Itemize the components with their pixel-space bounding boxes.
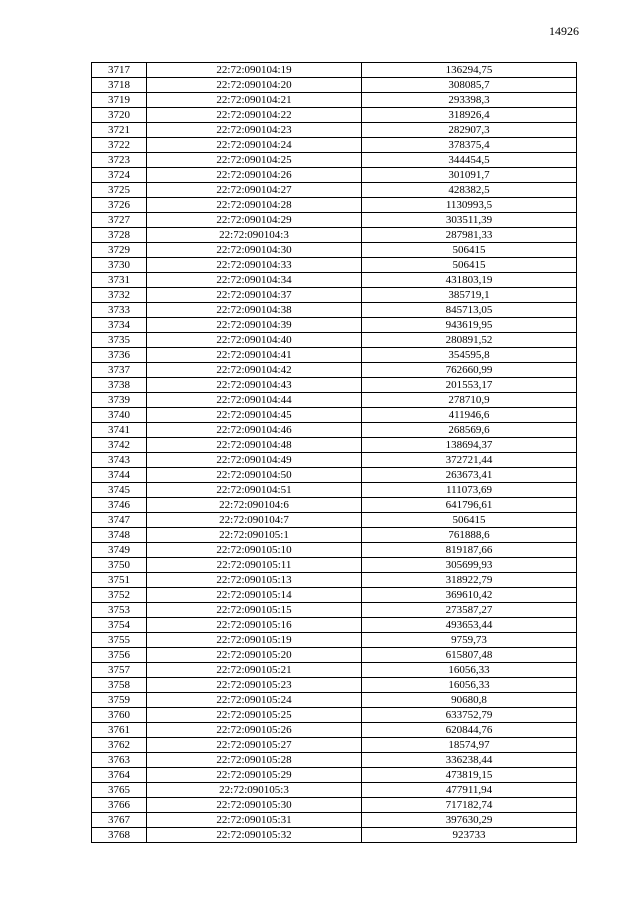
row-number-cell: 3755 xyxy=(92,633,147,648)
table-row xyxy=(92,693,577,708)
table-row xyxy=(92,558,577,573)
value-cell: 16056,33 xyxy=(362,663,577,678)
value-cell: 136294,75 xyxy=(362,63,577,78)
value-cell: 431803,19 xyxy=(362,273,577,288)
table-row xyxy=(92,138,577,153)
row-number-cell: 3724 xyxy=(92,168,147,183)
cadastral-number-cell: 22:72:090105:13 xyxy=(147,573,362,588)
row-number-cell: 3767 xyxy=(92,813,147,828)
value-cell: 477911,94 xyxy=(362,783,577,798)
value-cell: 369610,42 xyxy=(362,588,577,603)
table-row xyxy=(92,573,577,588)
row-number-cell: 3729 xyxy=(92,243,147,258)
row-number-cell: 3740 xyxy=(92,408,147,423)
table-row xyxy=(92,783,577,798)
table-row xyxy=(92,753,577,768)
cadastral-number-cell: 22:72:090105:15 xyxy=(147,603,362,618)
value-cell: 18574,97 xyxy=(362,738,577,753)
value-cell: 301091,7 xyxy=(362,168,577,183)
table-row xyxy=(92,678,577,693)
value-cell: 506415 xyxy=(362,513,577,528)
table-row xyxy=(92,63,577,78)
value-cell: 318926,4 xyxy=(362,108,577,123)
table-row xyxy=(92,228,577,243)
value-cell: 397630,29 xyxy=(362,813,577,828)
row-number-cell: 3756 xyxy=(92,648,147,663)
cadastral-number-cell: 22:72:090105:23 xyxy=(147,678,362,693)
row-number-cell: 3722 xyxy=(92,138,147,153)
cadastral-number-cell: 22:72:090105:3 xyxy=(147,783,362,798)
row-number-cell: 3727 xyxy=(92,213,147,228)
cadastral-number-cell: 22:72:090104:22 xyxy=(147,108,362,123)
cadastral-number-cell: 22:72:090105:24 xyxy=(147,693,362,708)
row-number-cell: 3752 xyxy=(92,588,147,603)
cadastral-number-cell: 22:72:090104:28 xyxy=(147,198,362,213)
table-row xyxy=(92,288,577,303)
cadastral-number-cell: 22:72:090105:26 xyxy=(147,723,362,738)
cadastral-number-cell: 22:72:090105:20 xyxy=(147,648,362,663)
row-number-cell: 3765 xyxy=(92,783,147,798)
row-number-cell: 3763 xyxy=(92,753,147,768)
value-cell: 845713,05 xyxy=(362,303,577,318)
table-row xyxy=(92,378,577,393)
value-cell: 138694,37 xyxy=(362,438,577,453)
cadastral-number-cell: 22:72:090104:29 xyxy=(147,213,362,228)
cadastral-number-cell: 22:72:090104:37 xyxy=(147,288,362,303)
cadastral-number-cell: 22:72:090105:31 xyxy=(147,813,362,828)
row-number-cell: 3753 xyxy=(92,603,147,618)
row-number-cell: 3759 xyxy=(92,693,147,708)
table-row xyxy=(92,423,577,438)
table-row xyxy=(92,828,577,843)
cadastral-number-cell: 22:72:090104:34 xyxy=(147,273,362,288)
table-row xyxy=(92,108,577,123)
value-cell: 717182,74 xyxy=(362,798,577,813)
registry-table xyxy=(91,62,577,843)
cadastral-number-cell: 22:72:090105:14 xyxy=(147,588,362,603)
table-row xyxy=(92,468,577,483)
value-cell: 303511,39 xyxy=(362,213,577,228)
cadastral-number-cell: 22:72:090105:29 xyxy=(147,768,362,783)
row-number-cell: 3750 xyxy=(92,558,147,573)
table-row xyxy=(92,258,577,273)
row-number-cell: 3731 xyxy=(92,273,147,288)
cadastral-number-cell: 22:72:090104:44 xyxy=(147,393,362,408)
table-row xyxy=(92,393,577,408)
cadastral-number-cell: 22:72:090104:21 xyxy=(147,93,362,108)
row-number-cell: 3768 xyxy=(92,828,147,843)
cadastral-number-cell: 22:72:090104:25 xyxy=(147,153,362,168)
table-row xyxy=(92,93,577,108)
row-number-cell: 3725 xyxy=(92,183,147,198)
cadastral-number-cell: 22:72:090104:3 xyxy=(147,228,362,243)
value-cell: 761888,6 xyxy=(362,528,577,543)
registry-table-body xyxy=(92,63,577,843)
table-row xyxy=(92,123,577,138)
table-row xyxy=(92,798,577,813)
row-number-cell: 3760 xyxy=(92,708,147,723)
table-row xyxy=(92,198,577,213)
row-number-cell: 3751 xyxy=(92,573,147,588)
cadastral-number-cell: 22:72:090104:43 xyxy=(147,378,362,393)
table-row xyxy=(92,543,577,558)
row-number-cell: 3757 xyxy=(92,663,147,678)
table-row xyxy=(92,153,577,168)
value-cell: 473819,15 xyxy=(362,768,577,783)
row-number-cell: 3726 xyxy=(92,198,147,213)
value-cell: 385719,1 xyxy=(362,288,577,303)
row-number-cell: 3717 xyxy=(92,63,147,78)
cadastral-number-cell: 22:72:090104:48 xyxy=(147,438,362,453)
cadastral-number-cell: 22:72:090104:38 xyxy=(147,303,362,318)
cadastral-number-cell: 22:72:090104:33 xyxy=(147,258,362,273)
table-row xyxy=(92,723,577,738)
row-number-cell: 3733 xyxy=(92,303,147,318)
row-number-cell: 3766 xyxy=(92,798,147,813)
row-number-cell: 3758 xyxy=(92,678,147,693)
row-number-cell: 3730 xyxy=(92,258,147,273)
cadastral-number-cell: 22:72:090105:1 xyxy=(147,528,362,543)
table-row xyxy=(92,183,577,198)
value-cell: 273587,27 xyxy=(362,603,577,618)
value-cell: 282907,3 xyxy=(362,123,577,138)
cadastral-number-cell: 22:72:090104:26 xyxy=(147,168,362,183)
cadastral-number-cell: 22:72:090104:39 xyxy=(147,318,362,333)
value-cell: 293398,3 xyxy=(362,93,577,108)
table-row xyxy=(92,453,577,468)
value-cell: 268569,6 xyxy=(362,423,577,438)
row-number-cell: 3738 xyxy=(92,378,147,393)
value-cell: 305699,93 xyxy=(362,558,577,573)
cadastral-number-cell: 22:72:090105:25 xyxy=(147,708,362,723)
table-row xyxy=(92,348,577,363)
value-cell: 263673,41 xyxy=(362,468,577,483)
row-number-cell: 3741 xyxy=(92,423,147,438)
cadastral-number-cell: 22:72:090104:23 xyxy=(147,123,362,138)
table-row xyxy=(92,528,577,543)
cadastral-number-cell: 22:72:090105:16 xyxy=(147,618,362,633)
cadastral-number-cell: 22:72:090104:51 xyxy=(147,483,362,498)
table-row xyxy=(92,243,577,258)
cadastral-number-cell: 22:72:090105:21 xyxy=(147,663,362,678)
row-number-cell: 3732 xyxy=(92,288,147,303)
row-number-cell: 3718 xyxy=(92,78,147,93)
value-cell: 943619,95 xyxy=(362,318,577,333)
table-row xyxy=(92,483,577,498)
row-number-cell: 3764 xyxy=(92,768,147,783)
value-cell: 506415 xyxy=(362,243,577,258)
cadastral-number-cell: 22:72:090105:30 xyxy=(147,798,362,813)
value-cell: 633752,79 xyxy=(362,708,577,723)
cadastral-number-cell: 22:72:090105:28 xyxy=(147,753,362,768)
cadastral-number-cell: 22:72:090105:19 xyxy=(147,633,362,648)
cadastral-number-cell: 22:72:090105:32 xyxy=(147,828,362,843)
cadastral-number-cell: 22:72:090104:7 xyxy=(147,513,362,528)
table-row xyxy=(92,318,577,333)
value-cell: 9759,73 xyxy=(362,633,577,648)
value-cell: 278710,9 xyxy=(362,393,577,408)
value-cell: 287981,33 xyxy=(362,228,577,243)
table-row xyxy=(92,213,577,228)
row-number-cell: 3735 xyxy=(92,333,147,348)
value-cell: 615807,48 xyxy=(362,648,577,663)
page-number: 14926 xyxy=(549,24,579,38)
table-row xyxy=(92,498,577,513)
cadastral-number-cell: 22:72:090104:27 xyxy=(147,183,362,198)
cadastral-number-cell: 22:72:090104:24 xyxy=(147,138,362,153)
value-cell: 201553,17 xyxy=(362,378,577,393)
row-number-cell: 3723 xyxy=(92,153,147,168)
cadastral-number-cell: 22:72:090104:41 xyxy=(147,348,362,363)
row-number-cell: 3736 xyxy=(92,348,147,363)
value-cell: 111073,69 xyxy=(362,483,577,498)
table-row xyxy=(92,663,577,678)
table-row xyxy=(92,588,577,603)
table-row xyxy=(92,768,577,783)
value-cell: 372721,44 xyxy=(362,453,577,468)
table-row xyxy=(92,438,577,453)
cadastral-number-cell: 22:72:090104:30 xyxy=(147,243,362,258)
value-cell: 923733 xyxy=(362,828,577,843)
table-row xyxy=(92,813,577,828)
cadastral-number-cell: 22:72:090105:11 xyxy=(147,558,362,573)
cadastral-number-cell: 22:72:090104:40 xyxy=(147,333,362,348)
value-cell: 280891,52 xyxy=(362,333,577,348)
row-number-cell: 3719 xyxy=(92,93,147,108)
value-cell: 506415 xyxy=(362,258,577,273)
value-cell: 336238,44 xyxy=(362,753,577,768)
value-cell: 344454,5 xyxy=(362,153,577,168)
row-number-cell: 3721 xyxy=(92,123,147,138)
row-number-cell: 3734 xyxy=(92,318,147,333)
row-number-cell: 3744 xyxy=(92,468,147,483)
row-number-cell: 3747 xyxy=(92,513,147,528)
row-number-cell: 3762 xyxy=(92,738,147,753)
value-cell: 308085,7 xyxy=(362,78,577,93)
row-number-cell: 3749 xyxy=(92,543,147,558)
value-cell: 762660,99 xyxy=(362,363,577,378)
row-number-cell: 3745 xyxy=(92,483,147,498)
table-row xyxy=(92,633,577,648)
value-cell: 641796,61 xyxy=(362,498,577,513)
row-number-cell: 3743 xyxy=(92,453,147,468)
table-row xyxy=(92,618,577,633)
value-cell: 411946,6 xyxy=(362,408,577,423)
table-row xyxy=(92,738,577,753)
table-row xyxy=(92,273,577,288)
table-row xyxy=(92,363,577,378)
value-cell: 90680,8 xyxy=(362,693,577,708)
table-row xyxy=(92,648,577,663)
table-row xyxy=(92,708,577,723)
value-cell: 620844,76 xyxy=(362,723,577,738)
value-cell: 493653,44 xyxy=(362,618,577,633)
cadastral-number-cell: 22:72:090104:19 xyxy=(147,63,362,78)
value-cell: 1130993,5 xyxy=(362,198,577,213)
table-row xyxy=(92,603,577,618)
row-number-cell: 3748 xyxy=(92,528,147,543)
row-number-cell: 3720 xyxy=(92,108,147,123)
cadastral-number-cell: 22:72:090104:42 xyxy=(147,363,362,378)
value-cell: 428382,5 xyxy=(362,183,577,198)
table-row xyxy=(92,513,577,528)
value-cell: 16056,33 xyxy=(362,678,577,693)
table-row xyxy=(92,168,577,183)
cadastral-number-cell: 22:72:090104:6 xyxy=(147,498,362,513)
row-number-cell: 3737 xyxy=(92,363,147,378)
cadastral-number-cell: 22:72:090104:50 xyxy=(147,468,362,483)
cadastral-number-cell: 22:72:090105:27 xyxy=(147,738,362,753)
table-row xyxy=(92,78,577,93)
value-cell: 354595,8 xyxy=(362,348,577,363)
value-cell: 318922,79 xyxy=(362,573,577,588)
value-cell: 378375,4 xyxy=(362,138,577,153)
row-number-cell: 3754 xyxy=(92,618,147,633)
table-row xyxy=(92,408,577,423)
cadastral-number-cell: 22:72:090104:46 xyxy=(147,423,362,438)
row-number-cell: 3728 xyxy=(92,228,147,243)
cadastral-number-cell: 22:72:090104:20 xyxy=(147,78,362,93)
row-number-cell: 3739 xyxy=(92,393,147,408)
row-number-cell: 3742 xyxy=(92,438,147,453)
row-number-cell: 3746 xyxy=(92,498,147,513)
table-row xyxy=(92,333,577,348)
value-cell: 819187,66 xyxy=(362,543,577,558)
table-row xyxy=(92,303,577,318)
row-number-cell: 3761 xyxy=(92,723,147,738)
cadastral-number-cell: 22:72:090104:49 xyxy=(147,453,362,468)
cadastral-number-cell: 22:72:090104:45 xyxy=(147,408,362,423)
cadastral-number-cell: 22:72:090105:10 xyxy=(147,543,362,558)
